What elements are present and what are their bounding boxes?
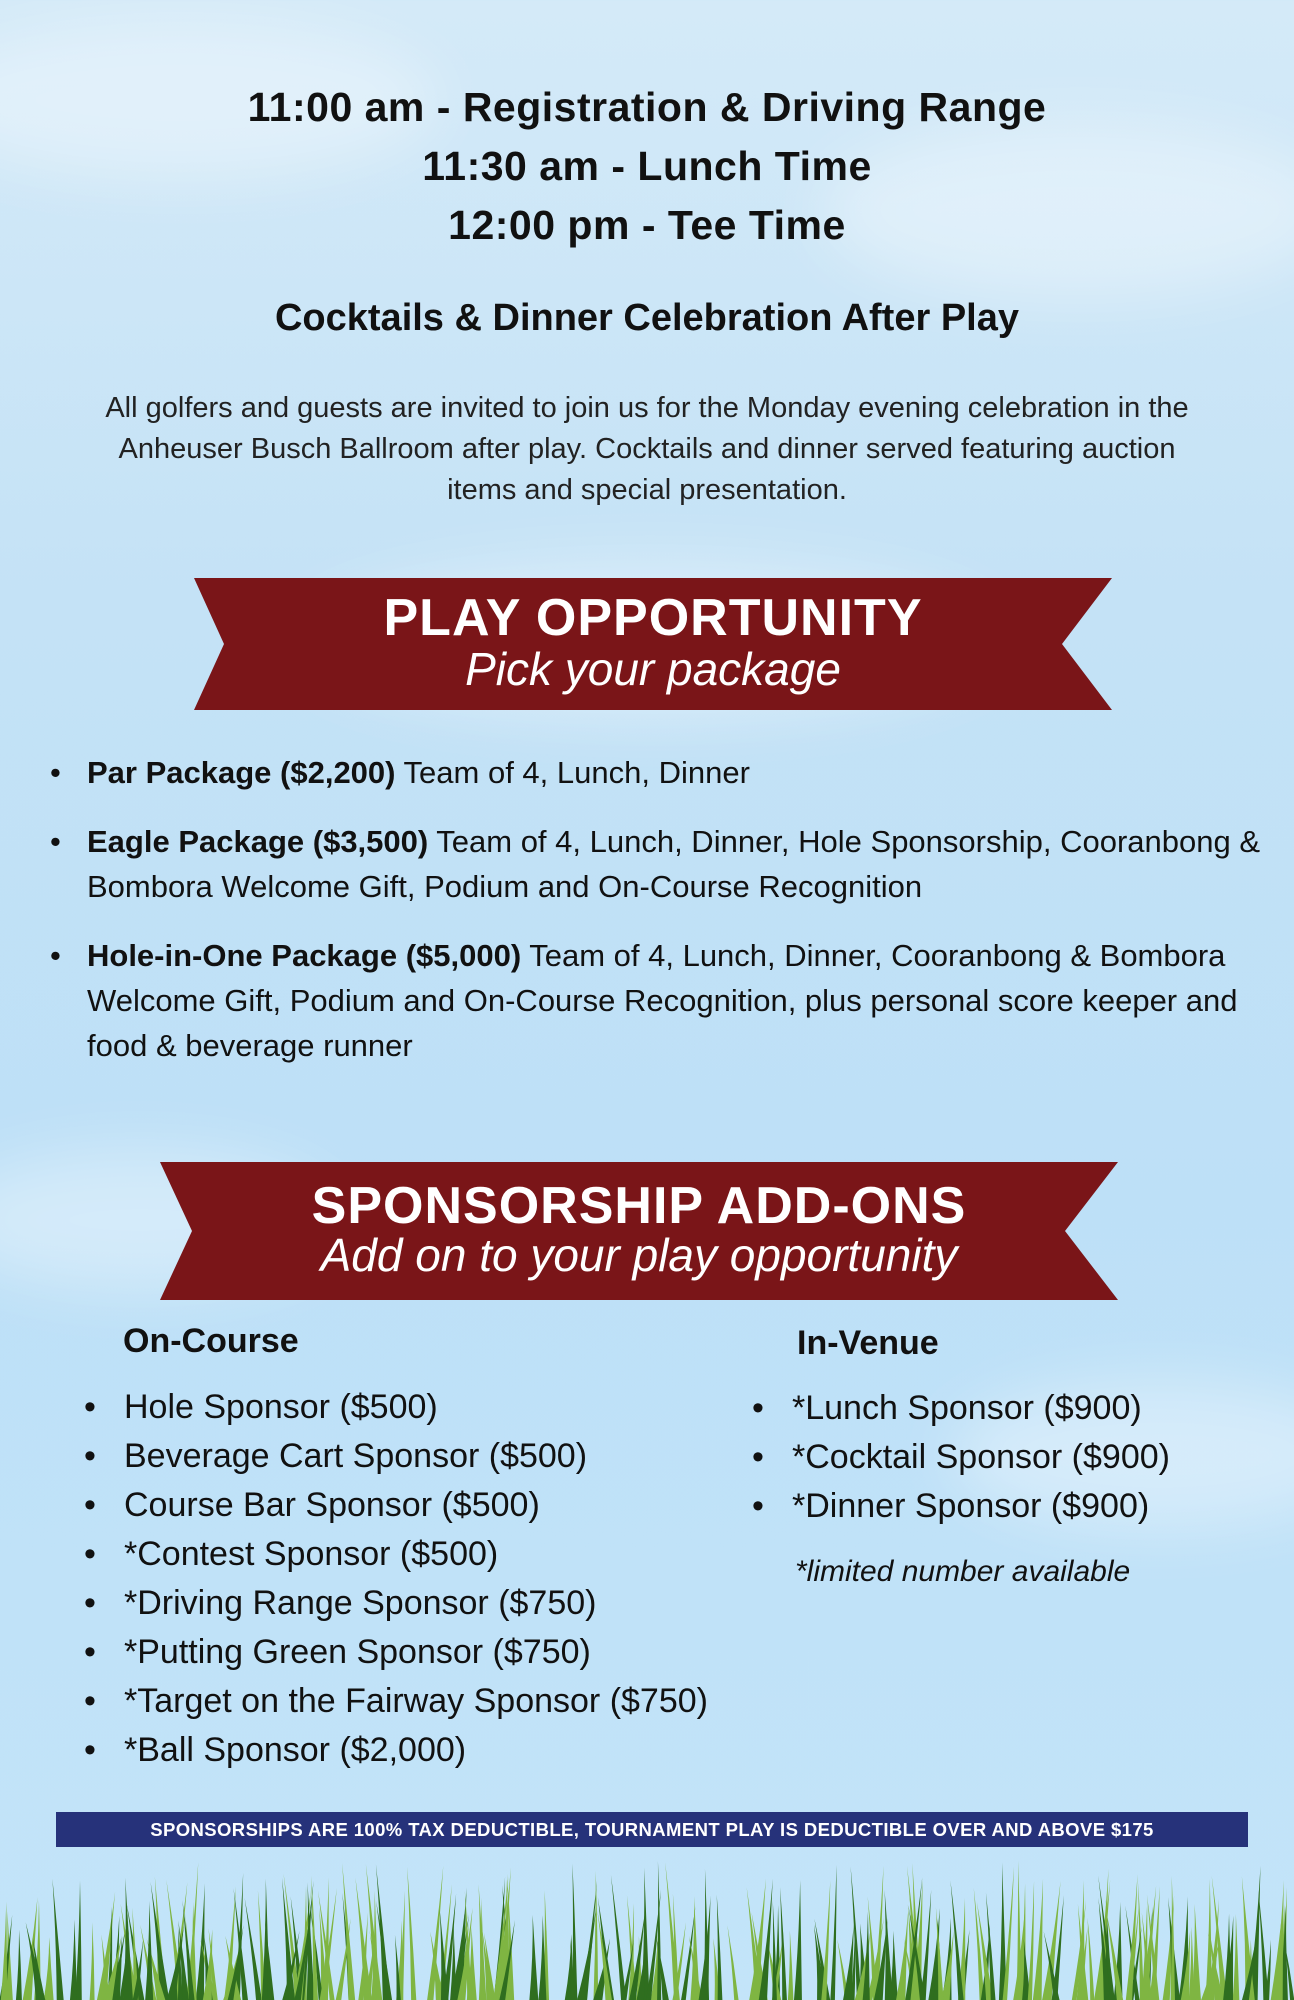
grass-blade [690, 1896, 699, 2000]
tax-deductible-bar: SPONSORSHIPS ARE 100% TAX DEDUCTIBLE, TOURNAMENT PLAY IS DEDUCTIBLE OVER AND ABOVE $175 [56, 1812, 1248, 1847]
grass-blade [699, 1896, 711, 2000]
grass-blade [407, 1867, 416, 2000]
list-item: • Hole Sponsor ($500) [84, 1383, 708, 1432]
package-item [50, 750, 1260, 795]
package-name: Par Package ($2,200) [87, 755, 396, 790]
grass-blade [1028, 1881, 1034, 2000]
grass-blade [772, 1900, 777, 2000]
grass-blade [950, 1881, 963, 2000]
schedule-line: 12:00 pm - Tee Time [448, 202, 846, 248]
list-item: • Course Bar Sponsor ($500) [84, 1481, 708, 1530]
grass-blade [611, 1875, 626, 2000]
list-item: • *Ball Sponsor ($2,000) [84, 1726, 708, 1775]
grass-blade [342, 1863, 355, 2000]
list-item: • *Dinner Sponsor ($900) [752, 1482, 1170, 1531]
grass-blade [16, 1930, 22, 2000]
sponsorship-addons-banner [160, 1162, 1118, 1300]
list-item: • *Cocktail Sponsor ($900) [752, 1433, 1170, 1482]
grass-blade [70, 1919, 77, 2000]
limited-note: *limited number available [795, 1555, 1131, 1588]
grass-blade [896, 1912, 908, 2000]
grass-blade [1033, 1879, 1043, 2000]
schedule-line: 11:30 am - Lunch Time [422, 143, 872, 189]
grass-blade [594, 1871, 599, 2000]
banner-title: SPONSORSHIP ADD-ONS [311, 1177, 967, 1235]
on-course-list [84, 1383, 708, 1775]
grass-blade [145, 1901, 153, 2000]
banner-subtitle: Add on to your play opportunity [320, 1229, 958, 1281]
on-course-heading: On-Course [123, 1322, 299, 1360]
list-item: • *Target on the Fairway Sponsor ($750) [84, 1677, 708, 1726]
package-desc: Team of 4, Lunch, Dinner, Cooranbong & Bombora Welcome Gift, Podium and On-Course Recognition, plus personal score keeper and food & beverage runner [87, 938, 1238, 1063]
grass-blade [1, 1902, 7, 2000]
schedule [0, 78, 1294, 255]
banner-subtitle: Pick your package [465, 643, 841, 695]
grass-blade [830, 1865, 836, 2000]
grass-blade [1233, 1914, 1240, 2000]
celebration-body: All golfers and guests are invited to join us for the Monday evening celebration in the Anheuser Busch Ballroom after play. Cocktails and dinner served featuring auction items and special presentation. [105, 392, 1189, 506]
package-desc: Team of 4, Lunch, Dinner [395, 755, 750, 790]
celebration-title: Cocktails & Dinner Celebration After Play [274, 297, 1019, 339]
banner-title: PLAY OPPORTUNITY [383, 589, 923, 647]
grass-blade [727, 1925, 738, 2000]
in-venue-heading: In-Venue [797, 1324, 939, 1362]
grass-blade [794, 1880, 802, 2000]
list-item: • Beverage Cart Sponsor ($500) [84, 1432, 708, 1481]
grass-blade [90, 1922, 95, 2000]
list-item: • *Contest Sponsor ($500) [84, 1530, 708, 1579]
grass-blade [780, 1887, 787, 2000]
list-item: • *Putting Green Sponsor ($750) [84, 1628, 708, 1677]
package-list [50, 750, 1260, 1092]
play-opportunity-banner [194, 578, 1112, 710]
package-item [50, 933, 1260, 1068]
grass-blade [1017, 1861, 1022, 2000]
grass-blade [1087, 1918, 1094, 2000]
grass-blade [44, 1937, 54, 2000]
list-item: • *Driving Range Sponsor ($750) [84, 1579, 708, 1628]
package-item [50, 819, 1260, 909]
package-name: Hole-in-One Package ($5,000) [87, 938, 522, 973]
list-item: • *Lunch Sponsor ($900) [752, 1384, 1170, 1433]
schedule-line: 11:00 am - Registration & Driving Range [247, 84, 1047, 130]
grass-blade [52, 1879, 63, 2000]
grass-blade [529, 1915, 538, 2000]
grass-blade [788, 1930, 794, 2000]
grass-blade [657, 1861, 661, 2000]
in-venue-list [752, 1384, 1170, 1531]
package-name: Eagle Package ($3,500) [87, 824, 429, 859]
grass-blade [196, 1883, 205, 2000]
grass-illustration [0, 1860, 1294, 2000]
package-desc: Team of 4, Lunch, Dinner, Hole Sponsorship, Cooranbong & Bombora Welcome Gift, Podium and On-Course Recognition [87, 824, 1260, 904]
